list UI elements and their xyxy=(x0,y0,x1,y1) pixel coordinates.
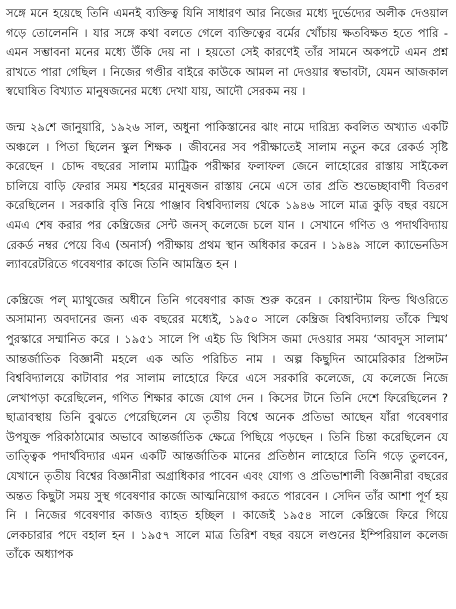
paragraph-1: সঙ্গে মনে হয়েছে তিনি এমনই ব্যক্তিত্ব যিনি সাধারণ আর নিজের মধ্যে দুর্ভেদ্যের অলীক দেওয়াল গড়ে তোলেননি । যার সঙ্গে কথা বলতে গেলে ব্যক্তিত্বের বর্মের খোঁচায় ক্ষতবিক্ষত হতে পারি - এমন সম্ভাবনা মনের মধ্যে উঁকি দেয় না । হয়তো সেই কারণেই তাঁর সামনে অকপটে এমন প্রশ্ন রাখতে পারা গেছিল । নিজের গণ্ডীর বাইরে কাউকে আমল না দেওয়ার স্বভাবটা, যেমন আজকাল স্বঘোষিত বিখ্যাত মানুষজনের মধ্যে দেখা যায়, আদৌ সেরকম নয় । xyxy=(6,6,448,99)
paragraph-3: কেম্ব্রিজে পল্ ম্যাথুজের অধীনে তিনি গবেষণার কাজ শুরু করেন । কোয়ান্টাম ফিল্ড থিওরিতে অসামান্য অবদানের জন্য এক বছরের মধ্যেই, ১৯৫০ সালে কেম্ব্রিজ বিশ্ববিদ্যালয় তাঁকে স্মিথ পুরস্কারে সম্মানিত করে । ১৯৫১ সালে পি এইচ ডি থিসিস জমা দেওয়ার সময় ‘আবদুস সালাম’ আন্তর্জাতিক বিজ্ঞানী মহলে এক অতি পরিচিত নাম । অল্প কিছুদিন আমেরিকার প্রিন্সটন বিশ্ববিদ্যালয়ে কাটাবার পর সালাম লাহোরে ফিরে এসে সরকারি কলেজে, যে কলেজে নিজে লেখাপড়া করেছিলেন, গণিত শিক্ষার কাজে যোগ দেন । কিসের টানে তিনি দেশে ফিরেছিলেন ? ছাত্রাবস্থায় তিনি বুঝতে পেরেছিলেন যে তৃতীয় বিশ্বে অনেক প্রতিভা আছেন যাঁরা গবেষণার উপযুক্ত পরিকাঠামোর অভাবে আন্তর্জাতিক ক্ষেত্রে পিছিয়ে পড়ছেন । তিনি চিন্তা করেছিলেন যে তাত্ত্বিক পদার্থবিদ্যার এমন একটি আন্তর্জাতিক মানের প্রতিষ্ঠান লাহোরে তিনি গড়ে তুলবেন, যেখানে তৃতীয় বিশ্বের বিজ্ঞানীরা অগ্রাধিকার পাবেন এবং যোগ্য ও প্রতিভাশালী বিজ্ঞানীরা বছরের অন্তত কিছুটা সময় সুস্থ গবেষণার কাজে আত্মনিয়োগ করতে পারবেন । সেদিন তাঁর আশা পূর্ণ হয় নি । নিজের গবেষণার কাজও ব্যাহত হচ্ছিল । কাজেই ১৯৫৪ সালে কেম্ব্রিজে ফিরে গিয়ে লেকচারার পদে বহাল হন । ১৯৫৭ সালে মাত্র তিরিশ বছর বয়সে লণ্ডনের ইম্পিরিয়াল কলেজ তাঁকে অধ্যাপক xyxy=(6,292,448,562)
paragraph-2: জন্ম ২৯শে জানুয়ারি, ১৯২৬ সাল, অধুনা পাকিস্তানের ঝাং নামে দারিদ্র্য কবলিত অখ্যাত একটি অঞ্চলে । পিতা ছিলেন স্কুল শিক্ষক । জীবনের সব পরীক্ষাতেই সালাম নতুন করে রেকর্ড সৃষ্টি করেছেন । চোদ্দ বছরের সালাম ম্যাট্রিক পরীক্ষার ফলাফল জেনে লাহোরের রাস্তায় সাইকেল চালিয়ে বাড়ি ফেরার সময় শহরের মানুষজন রাস্তায় নেমে এসে তার প্রতি শুভেচ্ছাবাণী বিতরণ করেছিলেন । সরকারি বৃত্তি নিয়ে পাঞ্জাব বিশ্ববিদ্যালয় থেকে ১৯৪৬ সালে মাত্র কুড়ি বছর বয়সে এমএ শেষ করার পর কেম্ব্রিজের সেন্ট জনস্ কলেজে চলে যান । সেখানে গণিত ও পদার্থবিদ্যায় রেকর্ড নম্বর পেয়ে বিএ (অনার্স) পরীক্ষায় প্রথম স্থান অধিকার করেন । ১৯৪৯ সালে ক্যাভেনডিস ল্যাবরেটরিতে গবেষণার কাজে তিনি আমন্ত্রিত হন । xyxy=(6,119,448,272)
